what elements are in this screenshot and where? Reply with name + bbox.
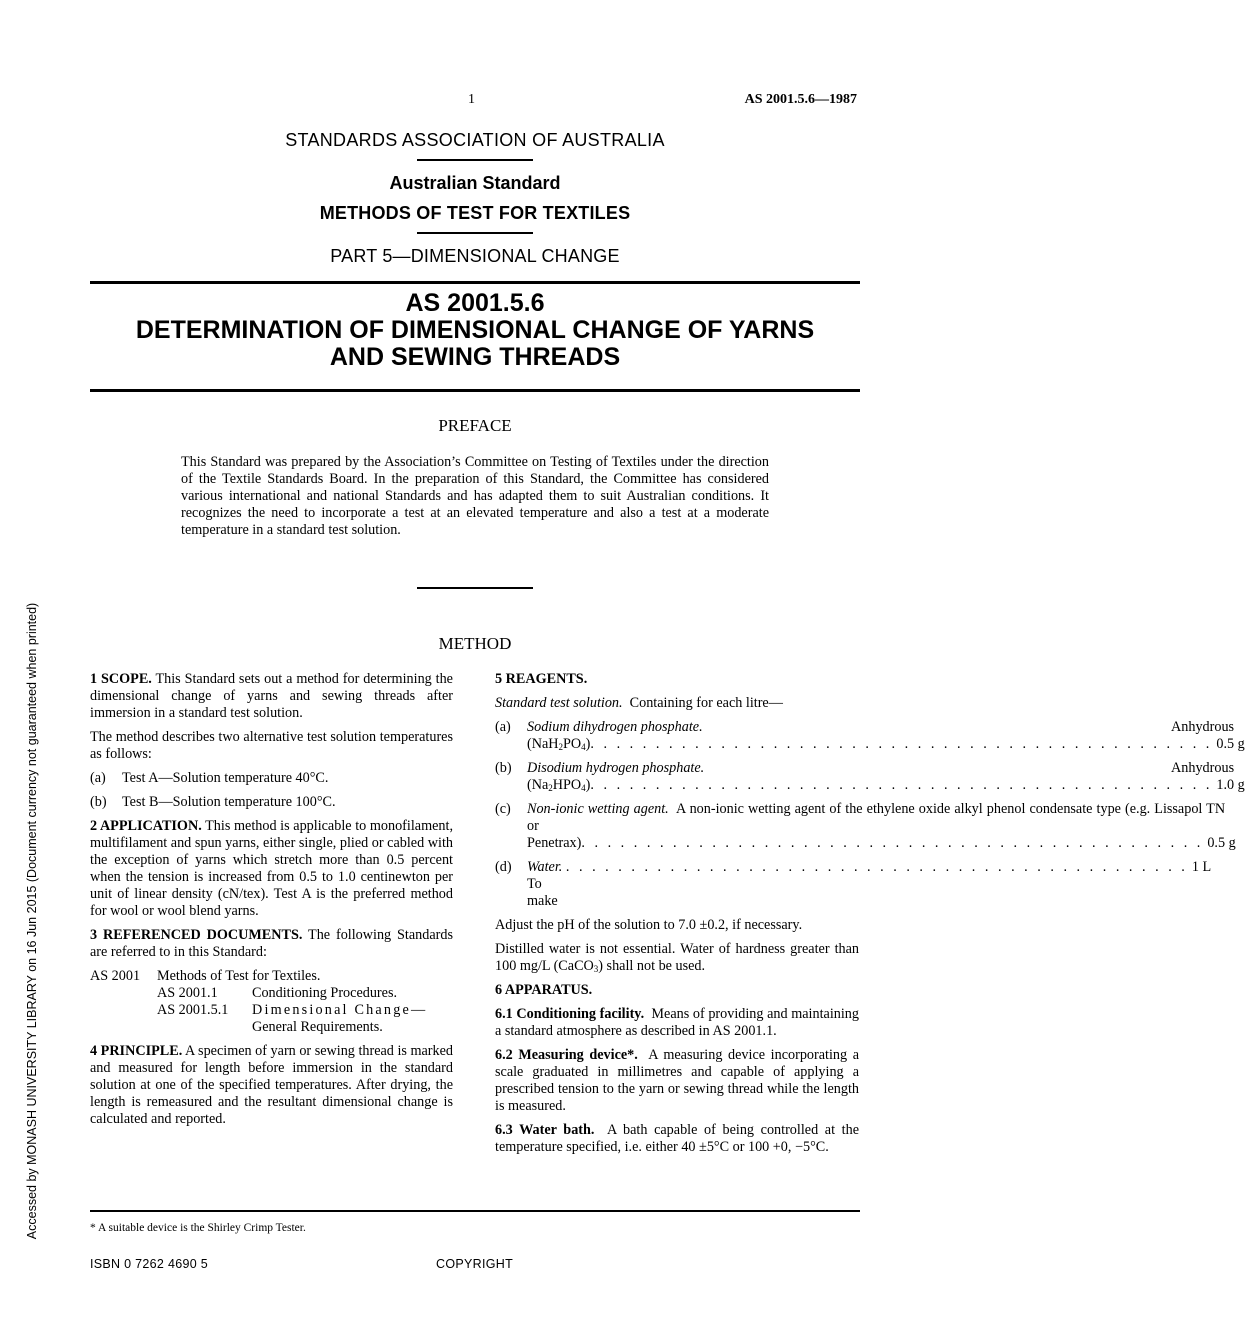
right-column xyxy=(495,671,1245,1163)
page-number: 1 xyxy=(468,92,475,107)
isbn: ISBN 0 7262 4690 5 xyxy=(90,1257,208,1271)
principle-section xyxy=(90,1043,453,1128)
title-code: AS 2001.5.6 xyxy=(405,289,545,317)
access-sidenote: Accessed by MONASH UNIVERSITY LIBRARY on 16 Jun 2015 (Document currency not guaranteed when printed) xyxy=(25,602,39,1240)
divider xyxy=(417,232,533,234)
reagent-item: (c) Non-ionic wetting agent. A non-ionic wetting agent of the ethylene oxide alkyl phenol condensate type (e.g. Lissapol TN or Penetrax) . . . . . . . . . . . . . . . . . . . . . . . . . . . . . . . . . . . . . . . . . . . . . . . . 0.5 g xyxy=(495,801,1236,851)
referenced-text: The following Standards are referred to in this Standard: xyxy=(90,927,453,960)
footnote: * A suitable device is the Shirley Crimp Tester. xyxy=(90,1222,306,1234)
reagents-intro: Standard test solution. Containing for each litre— xyxy=(495,695,783,711)
reference-row: General Requirements. xyxy=(252,1019,383,1035)
title-line-2: AND SEWING THREADS xyxy=(329,343,621,371)
scope-section xyxy=(90,671,453,722)
reagents-heading: 5 REAGENTS. xyxy=(495,671,588,687)
document-title xyxy=(90,290,860,371)
copyright: COPYRIGHT xyxy=(436,1257,514,1271)
water-text: Distilled water is not essential. Water of hardness greater than 100 mg/L (CaCO$_3$) shall not be used. xyxy=(495,941,859,974)
title-rule-top xyxy=(90,281,860,284)
method-heading: METHOD xyxy=(438,634,512,653)
referenced-section xyxy=(90,927,453,961)
reference-row: AS 2001.1 Conditioning Procedures. xyxy=(157,985,398,1001)
series-title: METHODS OF TEST FOR TEXTILES xyxy=(319,203,631,223)
reference-row: AS 2001.5.1 Dimensional Change— xyxy=(157,1002,428,1018)
left-column xyxy=(90,671,453,1135)
apparatus-item: 6.2 Measuring device*. A measuring device incorporating a scale graduated in millimetres and capable of applying a prescribed tension to the yarn or sewing thread while the length is measured. xyxy=(495,1047,860,1114)
divider xyxy=(417,587,533,589)
application-section xyxy=(90,818,453,920)
scope-text: This Standard sets out a method for determining the dimensional change of yarns and sewing threads after immersion in a standard test solution. xyxy=(90,671,453,721)
standard-type: Australian Standard xyxy=(389,173,561,193)
standard-number: AS 2001.5.6—1987 xyxy=(744,92,857,107)
reagent-item: (d) Water. To make . . . . . . . . . . . . . . . . . . . . . . . . . . . . . . . . . . . . . . . . . . . . . . . . 1 L xyxy=(495,859,1212,909)
preface-heading: PREFACE xyxy=(438,416,512,435)
reference-list xyxy=(90,968,453,1036)
apparatus-heading: 6 APPARATUS. xyxy=(495,982,593,998)
principle-text: A specimen of yarn or sewing thread is marked and measured for length before immersion in the standard solution at one of the specified temperatures. After drying, the length is remeasured and the resultant dimensional change is calculated and reported. xyxy=(90,1043,454,1127)
apparatus-item: 6.1 Conditioning facility. Means of providing and maintaining a standard atmosphere as described in AS 2001.1. xyxy=(495,1006,859,1039)
application-heading: 2 APPLICATION. xyxy=(90,818,202,834)
footnote-rule xyxy=(90,1210,860,1212)
application-text: This method is applicable to monofilament, multifilament and spun yarns, either single, plied or cabled with the exception of yarns which stretch more than 0.5 percent when the tension is increased from 0.5 to 1.0 centinewton per unit of linear density (cN/tex). Test A is the preferred method for wool or wool blend yarns. xyxy=(90,818,453,919)
title-rule-bottom xyxy=(90,389,860,392)
reference-row: AS 2001 Methods of Test for Textiles. xyxy=(90,968,321,984)
ph-text: Adjust the pH of the solution to 7.0 ±0.2, if necessary. xyxy=(495,917,803,933)
list-item: (a) Test A—Solution temperature 40°C. xyxy=(90,770,329,786)
divider xyxy=(417,159,533,161)
part-title: PART 5—DIMENSIONAL CHANGE xyxy=(330,246,620,266)
title-line-1: DETERMINATION OF DIMENSIONAL CHANGE OF YARNS xyxy=(135,316,815,344)
principle-heading: 4 PRINCIPLE. xyxy=(90,1043,183,1059)
scope-heading: 1 SCOPE. xyxy=(90,671,152,687)
reagent-item: (a) Sodium dihydrogen phosphate. Anhydrous $(NaH_2PO_4)$ . . . . . . . . . . . . . . . . . . . . . . . . . . . . . . . . . . . . . . . . . . . . . . . . 0.5 g xyxy=(495,719,1245,752)
referenced-heading: 3 REFERENCED DOCUMENTS. xyxy=(90,927,303,943)
preface-text: This Standard was prepared by the Association’s Committee on Testing of Textiles under the direction of the Textile Standards Board. In the preparation of this Standard, the Committee has considered various international and national Standards and has adapted them to suit Australian conditions. It recognizes the need to incorporate a test at an elevated temperature and also a test at a moderate temperature in a standard test solution. xyxy=(181,454,769,538)
apparatus-item: 6.3 Water bath. A bath capable of being controlled at the temperature specified, i.e. either 40 ±5°C or 100 +0, −5°C. xyxy=(495,1122,859,1155)
reagent-item: (b) Disodium hydrogen phosphate. Anhydrous $(Na_2HPO_4)$ . . . . . . . . . . . . . . . . . . . . . . . . . . . . . . . . . . . . . . . . . . . . . . . . 1.0 g xyxy=(495,760,1245,793)
scope-text-2: The method describes two alternative test solution temperatures as follows: xyxy=(90,729,453,762)
list-item: (b) Test B—Solution temperature 100°C. xyxy=(90,794,336,810)
association-name: STANDARDS ASSOCIATION OF AUSTRALIA xyxy=(285,130,665,150)
